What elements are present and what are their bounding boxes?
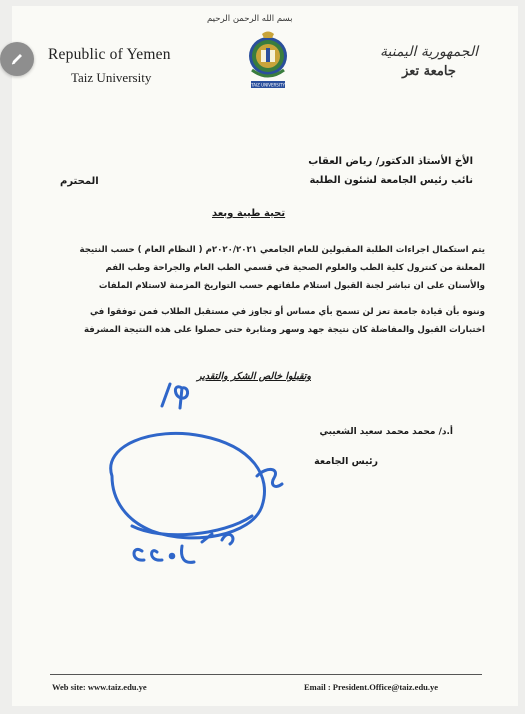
letter-page bbox=[12, 6, 518, 706]
closing-line: وتقبلوا خالص الشكر والتقدير bbox=[197, 371, 311, 382]
footer-website: Web site: www.taiz.edu.ye bbox=[52, 682, 147, 692]
addressee-title: نائب رئيس الجامعة لشئون الطلبة bbox=[309, 175, 473, 186]
emblem-banner-text: TAIZ UNIVERSITY bbox=[251, 82, 285, 88]
university-name-ar: جامعة تعز bbox=[402, 64, 456, 79]
body-line: والأسنان على ان تباشر لجنة القبول استلام ملفاتهم حسب التواريخ المزمنة لاستلام الملفات bbox=[98, 281, 485, 291]
letterhead-arabic bbox=[380, 44, 478, 79]
bismillah: بسم الله الرحمن الرحيم bbox=[207, 14, 293, 24]
handwritten-signature bbox=[12, 366, 518, 586]
signatory-title: رئيس الجامعة bbox=[314, 456, 378, 467]
honorific: المحترم bbox=[60, 176, 99, 187]
country-name-en: Republic of Yemen bbox=[48, 46, 171, 63]
university-emblem bbox=[248, 26, 288, 96]
body-line: المعلنة من كنترول كلية الطب والعلوم الصحية في قسمي الطب العام والجراحة وطب الفم bbox=[105, 263, 485, 273]
pencil-icon bbox=[9, 51, 25, 67]
university-name-en: Taiz University bbox=[71, 70, 152, 85]
body-line: وننوه بأن قيادة جامعة تعز لن تسمح بأي مساس أو تجاوز في مستقبل الطلاب فمن توفقوا في bbox=[89, 307, 485, 317]
signatory-name: أ.د/ محمد محمد سعيد الشعيبي bbox=[319, 427, 453, 437]
body-line: اختبارات القبول والمفاضلة كان نتيجة جهد وسهر ومثابرة حتى حصلوا على هذه النتيجة المشرفة bbox=[83, 325, 485, 335]
body-line: يتم استكمال اجراءات الطلبة المقبولين للعام الجامعي ٢٠٢٠/٢٠٢١م ( النظام العام ) حسب النتيجة bbox=[79, 245, 485, 255]
edit-button[interactable] bbox=[0, 42, 34, 76]
footer-divider bbox=[50, 674, 482, 675]
footer-email: Email : President.Office@taiz.edu.ye bbox=[304, 682, 439, 692]
greeting: تحية طيبة وبعد bbox=[212, 208, 286, 219]
letterhead-english bbox=[48, 46, 171, 86]
country-name-ar: الجمهورية اليمنية bbox=[379, 44, 478, 60]
addressee: الأخ الأستاذ الدكتور/ رياض العقاب bbox=[308, 156, 473, 167]
